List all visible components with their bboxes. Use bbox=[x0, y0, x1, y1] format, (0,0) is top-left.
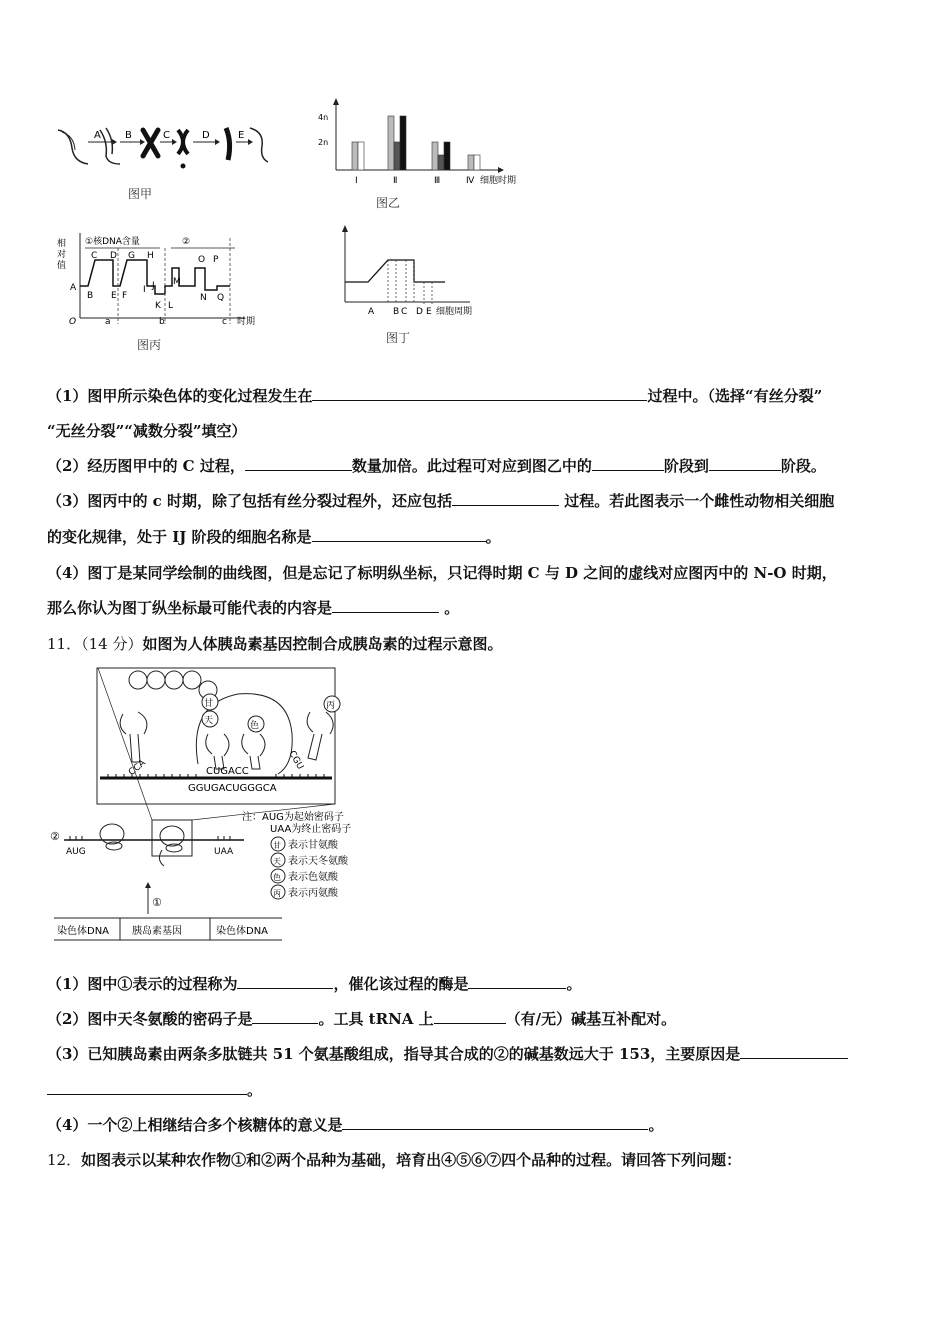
label-C: C bbox=[163, 130, 170, 141]
x-label-bing: 时期 bbox=[237, 317, 256, 327]
q11-number: 11．（14 分） bbox=[47, 635, 143, 653]
answer-blank[interactable] bbox=[237, 974, 333, 989]
bar-IV-a bbox=[468, 155, 474, 170]
legend-text-1: 表示甘氨酸 bbox=[288, 840, 338, 851]
q10-2b: 数量加倍。此过程可对应到图乙中的 bbox=[351, 457, 592, 475]
bar-chart-yi bbox=[312, 95, 542, 213]
pt-F: F bbox=[122, 291, 128, 301]
q10-2d: 阶段。 bbox=[780, 457, 826, 475]
anticodon-cca: CCA bbox=[127, 758, 148, 778]
note-aug: 注：AUG为起始密码子 bbox=[242, 812, 344, 823]
stage-IV: Ⅳ bbox=[466, 176, 475, 186]
label-A: A bbox=[94, 130, 101, 141]
figure-ding bbox=[330, 222, 490, 350]
tick-C: C bbox=[401, 307, 408, 317]
x-tick-b: b bbox=[159, 317, 165, 327]
x-label-ding: 细胞周期 bbox=[436, 307, 473, 317]
tick-B: B bbox=[393, 307, 400, 317]
dna-segment-2: 胰岛素基因 bbox=[132, 926, 182, 937]
q10-4b: 那么你认为图丁纵坐标最可能代表的内容是 bbox=[47, 599, 333, 617]
q11-1c: 。 bbox=[566, 975, 582, 993]
q11-4a: （4）一个②上相继结合多个核糖体的意义是 bbox=[47, 1116, 343, 1134]
q10-2a: （2）经历图甲中的 C 过程， bbox=[47, 457, 245, 475]
q11-1b: ，催化该过程的酶是 bbox=[333, 975, 469, 993]
pt-G: G bbox=[128, 251, 135, 261]
q10-1b: 过程中。（选择“有丝分裂” bbox=[647, 387, 823, 405]
q11-4b: 。 bbox=[648, 1116, 664, 1134]
chromosome-change-diagram bbox=[50, 120, 280, 205]
answer-blank[interactable] bbox=[342, 1115, 648, 1130]
q11-4 bbox=[47, 1115, 663, 1135]
bar-III-b bbox=[438, 155, 444, 170]
answer-blank[interactable] bbox=[312, 386, 647, 401]
pt-N: N bbox=[200, 293, 207, 303]
bar-II-b bbox=[394, 142, 400, 170]
q10-3b: 过程。若此图表示一个雌性动物相关细胞 bbox=[559, 492, 835, 510]
legend-text-3: 表示色氨酸 bbox=[288, 872, 338, 883]
y-tick-4n: 4n bbox=[318, 113, 329, 122]
bar-II-a bbox=[388, 116, 394, 170]
dna-segment-1: 染色体DNA bbox=[57, 926, 110, 937]
q11-3-line2 bbox=[47, 1080, 262, 1100]
q11-title: 如图为人体胰岛素基因控制合成胰岛素的过程示意图。 bbox=[142, 635, 503, 653]
dna-segment-3: 染色体DNA bbox=[216, 926, 269, 937]
x-tick-a: a bbox=[105, 317, 111, 327]
y-tick-2n: 2n bbox=[318, 138, 329, 147]
tick-E: E bbox=[426, 307, 432, 317]
q11-2a: （2）图中天冬氨酸的密码子是 bbox=[47, 1010, 253, 1028]
pt-C: C bbox=[91, 251, 98, 261]
mrna-sequence: GGUGACUGGGCA bbox=[188, 783, 277, 794]
note-uaa: UAA为终止密码子 bbox=[270, 824, 352, 835]
caption-bing: 图丙 bbox=[137, 338, 162, 352]
answer-blank[interactable] bbox=[434, 1009, 506, 1024]
pt-M: M bbox=[173, 277, 181, 287]
stage-I: Ⅰ bbox=[355, 176, 358, 186]
legend-text-4: 表示丙氨酸 bbox=[288, 888, 338, 899]
caption-jia: 图甲 bbox=[128, 187, 153, 201]
bar-I-a bbox=[352, 142, 358, 170]
pt-I: I bbox=[143, 285, 146, 295]
legend-2: ② bbox=[182, 237, 191, 247]
figure-bing bbox=[55, 228, 275, 353]
q10-3d: 。 bbox=[485, 528, 501, 546]
legend-sym-4: 丙 bbox=[273, 889, 281, 898]
answer-blank[interactable] bbox=[740, 1044, 848, 1059]
pt-K: K bbox=[155, 301, 161, 311]
y-label-1: 相 bbox=[57, 239, 67, 249]
answer-blank[interactable] bbox=[312, 527, 486, 542]
q10-2c: 阶段到 bbox=[663, 457, 709, 475]
q11-2c: （有/无）碱基互补配对。 bbox=[505, 1010, 677, 1028]
aa-gan: 甘 bbox=[204, 699, 214, 709]
figure-yi bbox=[312, 95, 542, 213]
label-D: D bbox=[202, 130, 210, 141]
aa-se: 色 bbox=[250, 721, 260, 731]
pt-P: P bbox=[213, 255, 219, 265]
bar-I-b bbox=[358, 142, 364, 170]
q11-3-line1 bbox=[47, 1044, 848, 1064]
line-chart-bing bbox=[55, 228, 275, 353]
y-label-2: 对 bbox=[57, 250, 67, 260]
answer-blank[interactable] bbox=[252, 1009, 318, 1024]
q11-heading bbox=[47, 634, 502, 654]
codon-uaa: UAA bbox=[214, 847, 234, 857]
q11-1 bbox=[47, 974, 581, 994]
tick-A: A bbox=[368, 307, 375, 317]
q10-3c: 的变化规律，处于 IJ 阶段的细胞名称是 bbox=[47, 528, 312, 546]
y-label-3: 值 bbox=[57, 261, 67, 271]
q10-3-line1 bbox=[47, 491, 834, 511]
q10-1c: “无丝分裂”“减数分裂”填空） bbox=[47, 422, 247, 440]
pt-H: H bbox=[147, 251, 154, 261]
line-chart-ding bbox=[330, 222, 490, 350]
caption-ding: 图丁 bbox=[386, 331, 411, 345]
answer-blank[interactable] bbox=[592, 456, 664, 471]
codon-aug: AUG bbox=[66, 847, 86, 857]
q10-3-line2 bbox=[47, 527, 501, 547]
legend-sym-3: 色 bbox=[273, 873, 281, 882]
bar-III-c bbox=[444, 142, 450, 170]
answer-blank[interactable] bbox=[468, 974, 566, 989]
q11-3a: （3）已知胰岛素由两条多肽链共 51 个氨基酸组成，指导其合成的②的碱基数远大于 153，主要原因是 bbox=[47, 1045, 741, 1063]
answer-blank[interactable] bbox=[332, 598, 439, 613]
pt-J: J bbox=[152, 281, 155, 291]
pt-L: L bbox=[168, 301, 174, 311]
q10-4-line1 bbox=[47, 563, 837, 583]
answer-blank[interactable] bbox=[452, 491, 559, 506]
legend-1: ①核DNA含量 bbox=[85, 237, 140, 247]
figure-jia bbox=[50, 120, 280, 205]
bar-III-a bbox=[432, 142, 438, 170]
q11-2b: 。工具 tRNA 上 bbox=[318, 1010, 434, 1028]
q10-3a: （3）图丙中的 c 时期，除了包括有丝分裂过程外，还应包括 bbox=[47, 492, 453, 510]
aa-bing: 丙 bbox=[326, 701, 336, 711]
x-tick-c: c bbox=[222, 317, 227, 327]
q10-1-line2 bbox=[47, 421, 247, 441]
label-E: E bbox=[238, 130, 245, 141]
q10-4a: （4）图丁是某同学绘制的曲线图，但是忘记了标明纵坐标，只记得时期 C 与 D 之间的虚线对应图丙中的 N-O 时期， bbox=[47, 564, 837, 582]
stage-II: Ⅱ bbox=[393, 176, 398, 186]
label-B: B bbox=[125, 130, 132, 141]
q10-4c: 。 bbox=[439, 599, 460, 617]
mark-2: ② bbox=[50, 830, 60, 843]
legend-sym-1: 甘 bbox=[273, 841, 281, 850]
pt-A: A bbox=[70, 283, 77, 293]
answer-blank[interactable] bbox=[47, 1080, 247, 1095]
q11-1a: （1）图中①表示的过程称为 bbox=[47, 975, 238, 993]
pt-B: B bbox=[87, 291, 94, 301]
aa-tian: 天 bbox=[204, 716, 214, 726]
legend-text-2: 表示天冬氨酸 bbox=[288, 856, 348, 867]
pt-D: D bbox=[110, 251, 117, 261]
answer-blank[interactable] bbox=[709, 456, 781, 471]
q10-1a: （1）图甲所示染色体的变化过程发生在 bbox=[47, 387, 313, 405]
answer-blank[interactable] bbox=[245, 456, 352, 471]
bar-II-c bbox=[400, 116, 406, 170]
q12-heading bbox=[47, 1150, 741, 1170]
pt-E: E bbox=[111, 291, 117, 301]
q11-3b: 。 bbox=[247, 1081, 263, 1099]
q12-number: 12． bbox=[47, 1151, 82, 1169]
q11-2 bbox=[47, 1009, 676, 1029]
q10-2 bbox=[47, 456, 826, 476]
q10-1-line1 bbox=[47, 386, 822, 406]
bar-IV-b bbox=[474, 155, 480, 170]
caption-yi: 图乙 bbox=[376, 196, 401, 210]
x-label-yi: 细胞时期 bbox=[480, 176, 517, 186]
legend-sym-2: 天 bbox=[273, 857, 281, 866]
q10-4-line2 bbox=[47, 598, 459, 618]
tick-D: D bbox=[416, 307, 423, 317]
anticodon-cugacc: CUGACC bbox=[206, 766, 249, 777]
figure-insulin bbox=[48, 664, 388, 948]
pt-Q: Q bbox=[217, 293, 225, 303]
mark-1: ① bbox=[152, 896, 162, 909]
q12-title: 如图表示以某种农作物①和②两个品种为基础，培育出④⑤⑥⑦四个品种的过程。请回答下列问题： bbox=[81, 1151, 742, 1169]
stage-III: Ⅲ bbox=[434, 176, 441, 186]
pt-O: O bbox=[198, 255, 206, 265]
anticodon-cgu: CGU bbox=[286, 749, 305, 772]
x-tick-O: O bbox=[69, 317, 77, 327]
insulin-synthesis-diagram bbox=[48, 664, 388, 948]
